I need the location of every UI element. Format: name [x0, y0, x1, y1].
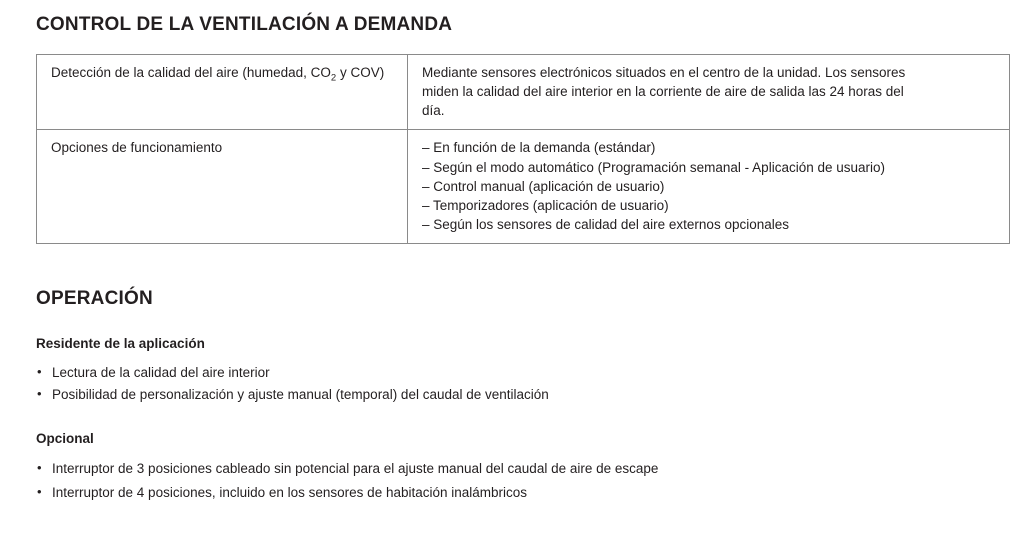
- value-line: – Temporizadores (aplicación de usuario): [422, 197, 669, 213]
- table-row: [37, 55, 1010, 130]
- list-item: • Lectura de la calidad del aire interior: [36, 362, 988, 384]
- value-line: Mediante sensores electrónicos situados en el centro de la unidad. Los sensores: [422, 65, 906, 80]
- resident-heading: Residente de la aplicación: [36, 336, 205, 352]
- value-line: – Control manual (aplicación de usuario): [422, 178, 665, 194]
- label-text-post: y COV): [336, 65, 385, 80]
- table-cell-value: [408, 130, 1010, 244]
- operation-title: OPERACIÓN: [36, 288, 153, 310]
- list-item: • Interruptor de 3 posiciones cableado sin potencial para el ajuste manual del caudal de aire de escape: [36, 457, 988, 481]
- list-item: • Posibilidad de personalización y ajuste manual (temporal) del caudal de ventilación: [36, 384, 988, 406]
- page-title: CONTROL DE LA VENTILACIÓN A DEMANDA: [36, 14, 453, 35]
- value-line: miden la calidad del aire interior en la corriente de aire de salida las 24 horas del: [422, 84, 904, 100]
- table-cell-label: [37, 55, 408, 130]
- label-text-subscript: 2: [330, 72, 337, 84]
- table-row: [37, 130, 1010, 244]
- value-line: día.: [422, 103, 445, 119]
- value-line: – Según los sensores de calidad del aire externos opcionales: [422, 217, 789, 233]
- table-cell-label: Opciones de funcionamiento: [37, 130, 408, 244]
- label-text-pre: Detección de la calidad del aire (humedad, CO: [51, 65, 331, 80]
- specifications-table: [36, 54, 1010, 244]
- optional-heading: Opcional: [36, 430, 94, 446]
- resident-list: [36, 351, 988, 406]
- table-cell-value: [408, 55, 1010, 130]
- value-line: – Según el modo automático (Programación semanal - Aplicación de usuario): [422, 159, 886, 175]
- optional-list: [36, 446, 988, 505]
- value-line: – En función de la demanda (estándar): [422, 140, 656, 156]
- list-item: • Interruptor de 4 posiciones, incluido en los sensores de habitación inalámbricos: [36, 481, 988, 505]
